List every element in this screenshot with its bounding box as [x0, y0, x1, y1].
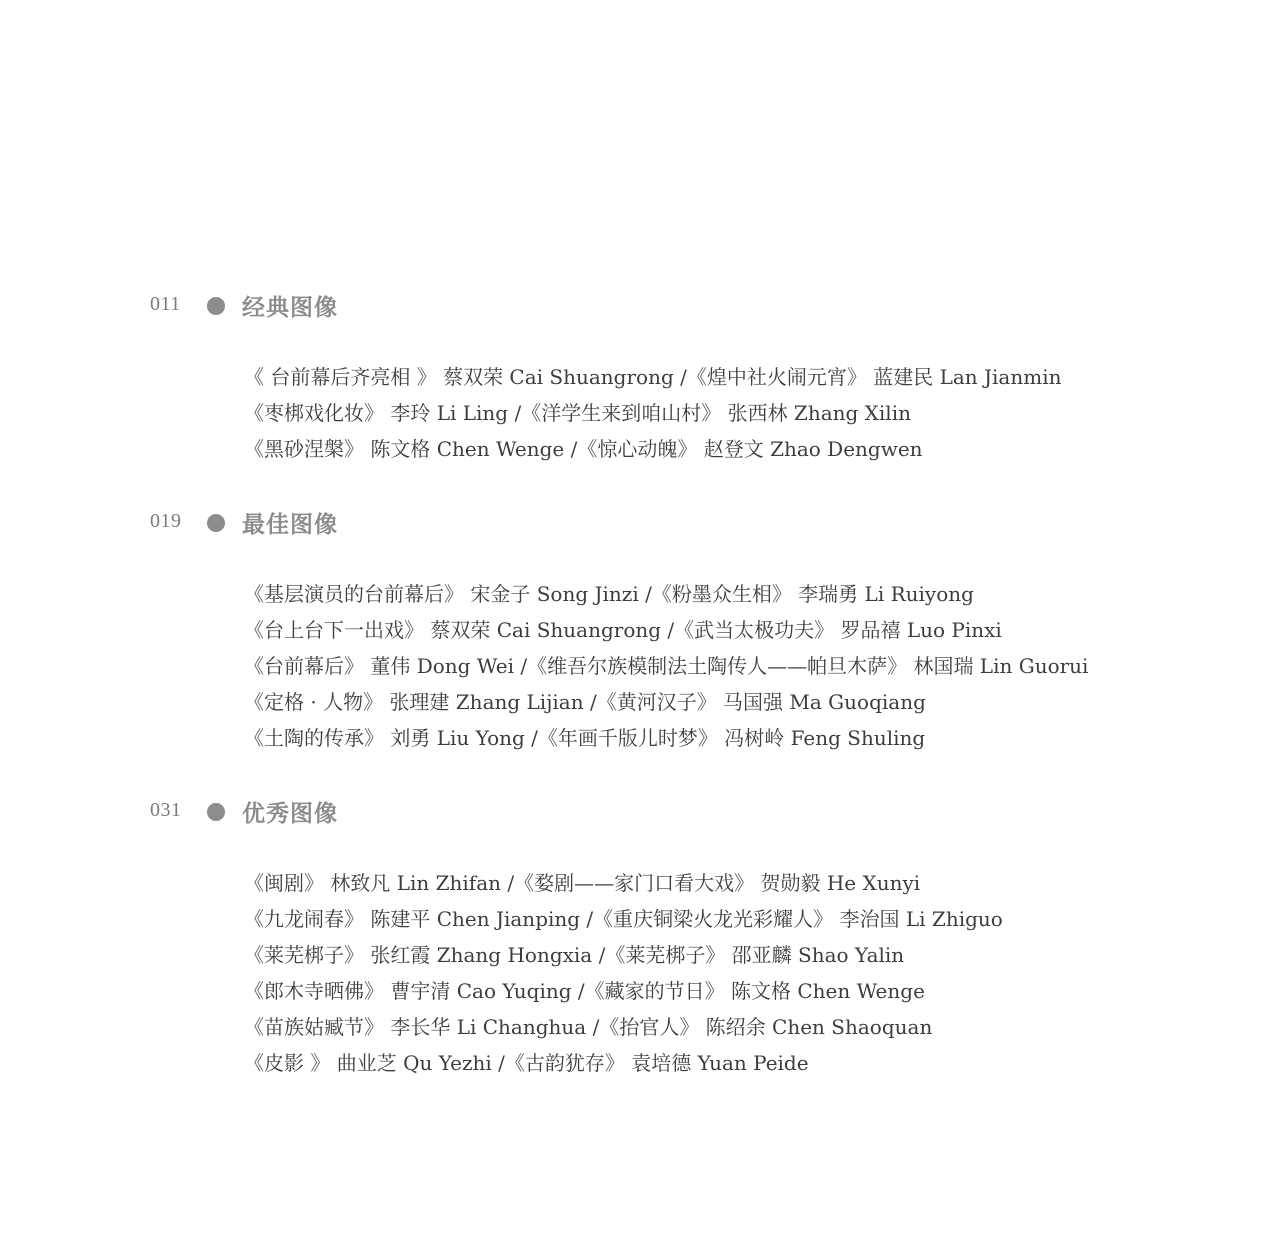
- page-number: 031: [150, 799, 182, 821]
- entry-line: 《皮影 》 曲业芝 Qu Yezhi /《古韵犹存》 袁培德 Yuan Peide: [244, 1051, 809, 1075]
- page-number: 011: [150, 293, 181, 315]
- entry-line: 《苗族姑臧节》 李长华 Li Changhua /《抬官人》 陈绍余 Chen Shaoquan: [244, 1015, 933, 1039]
- entry-line: 《九龙闹春》 陈建平 Chen Jianping /《重庆铜梁火龙光彩耀人》 李治国 Li Zhiguo: [244, 907, 1003, 931]
- page-number: 019: [150, 510, 182, 532]
- entry-line: 《台上台下一出戏》 蔡双荣 Cai Shuangrong /《武当太极功夫》 罗品禧 Luo Pinxi: [244, 618, 1002, 642]
- section-title: 优秀图像: [242, 801, 338, 827]
- bullet-dot-icon: [207, 297, 225, 315]
- entry-line: 《定格 · 人物》 张理建 Zhang Lijian /《黄河汉子》 马国强 Ma Guoqiang: [244, 690, 926, 714]
- section-title: 最佳图像: [242, 512, 338, 538]
- entry-list: [244, 865, 1244, 1081]
- entry-line: 《郎木寺晒佛》 曹宇清 Cao Yuqing /《藏家的节日》 陈文格 Chen Wenge: [244, 979, 925, 1003]
- entry-line: 《土陶的传承》 刘勇 Liu Yong /《年画千版儿时梦》 冯树岭 Feng Shuling: [244, 726, 926, 750]
- entry-line: 《 台前幕后齐亮相 》 蔡双荣 Cai Shuangrong /《煌中社火闹元宵》 蓝建民 Lan Jianmin: [244, 365, 1062, 389]
- section-header: [0, 289, 600, 321]
- bullet-dot-icon: [207, 803, 225, 821]
- entry-line: 《基层演员的台前幕后》 宋金子 Song Jinzi /《粉墨众生相》 李瑞勇 Li Ruiyong: [244, 582, 974, 606]
- entry-list: [244, 576, 1244, 756]
- entry-line: 《黑砂涅槃》 陈文格 Chen Wenge /《惊心动魄》 赵登文 Zhao Dengwen: [244, 437, 923, 461]
- entry-line: 《枣梆戏化妆》 李玲 Li Ling /《洋学生来到咱山村》 张西林 Zhang Xilin: [244, 401, 911, 425]
- entry-line: 《闽剧》 林致凡 Lin Zhifan /《婺剧——家门口看大戏》 贺勋毅 He Xunyi: [244, 871, 921, 895]
- entry-list: [244, 359, 1244, 467]
- bullet-dot-icon: [207, 514, 225, 532]
- section-header: [0, 795, 600, 827]
- section-title: 经典图像: [242, 295, 338, 321]
- entry-line: 《莱芜梆子》 张红霞 Zhang Hongxia /《莱芜梆子》 邵亚麟 Shao Yalin: [244, 943, 905, 967]
- entry-line: 《台前幕后》 董伟 Dong Wei /《维吾尔族模制法土陶传人——帕旦木萨》 林国瑞 Lin Guorui: [244, 654, 1089, 678]
- section-header: [0, 506, 600, 538]
